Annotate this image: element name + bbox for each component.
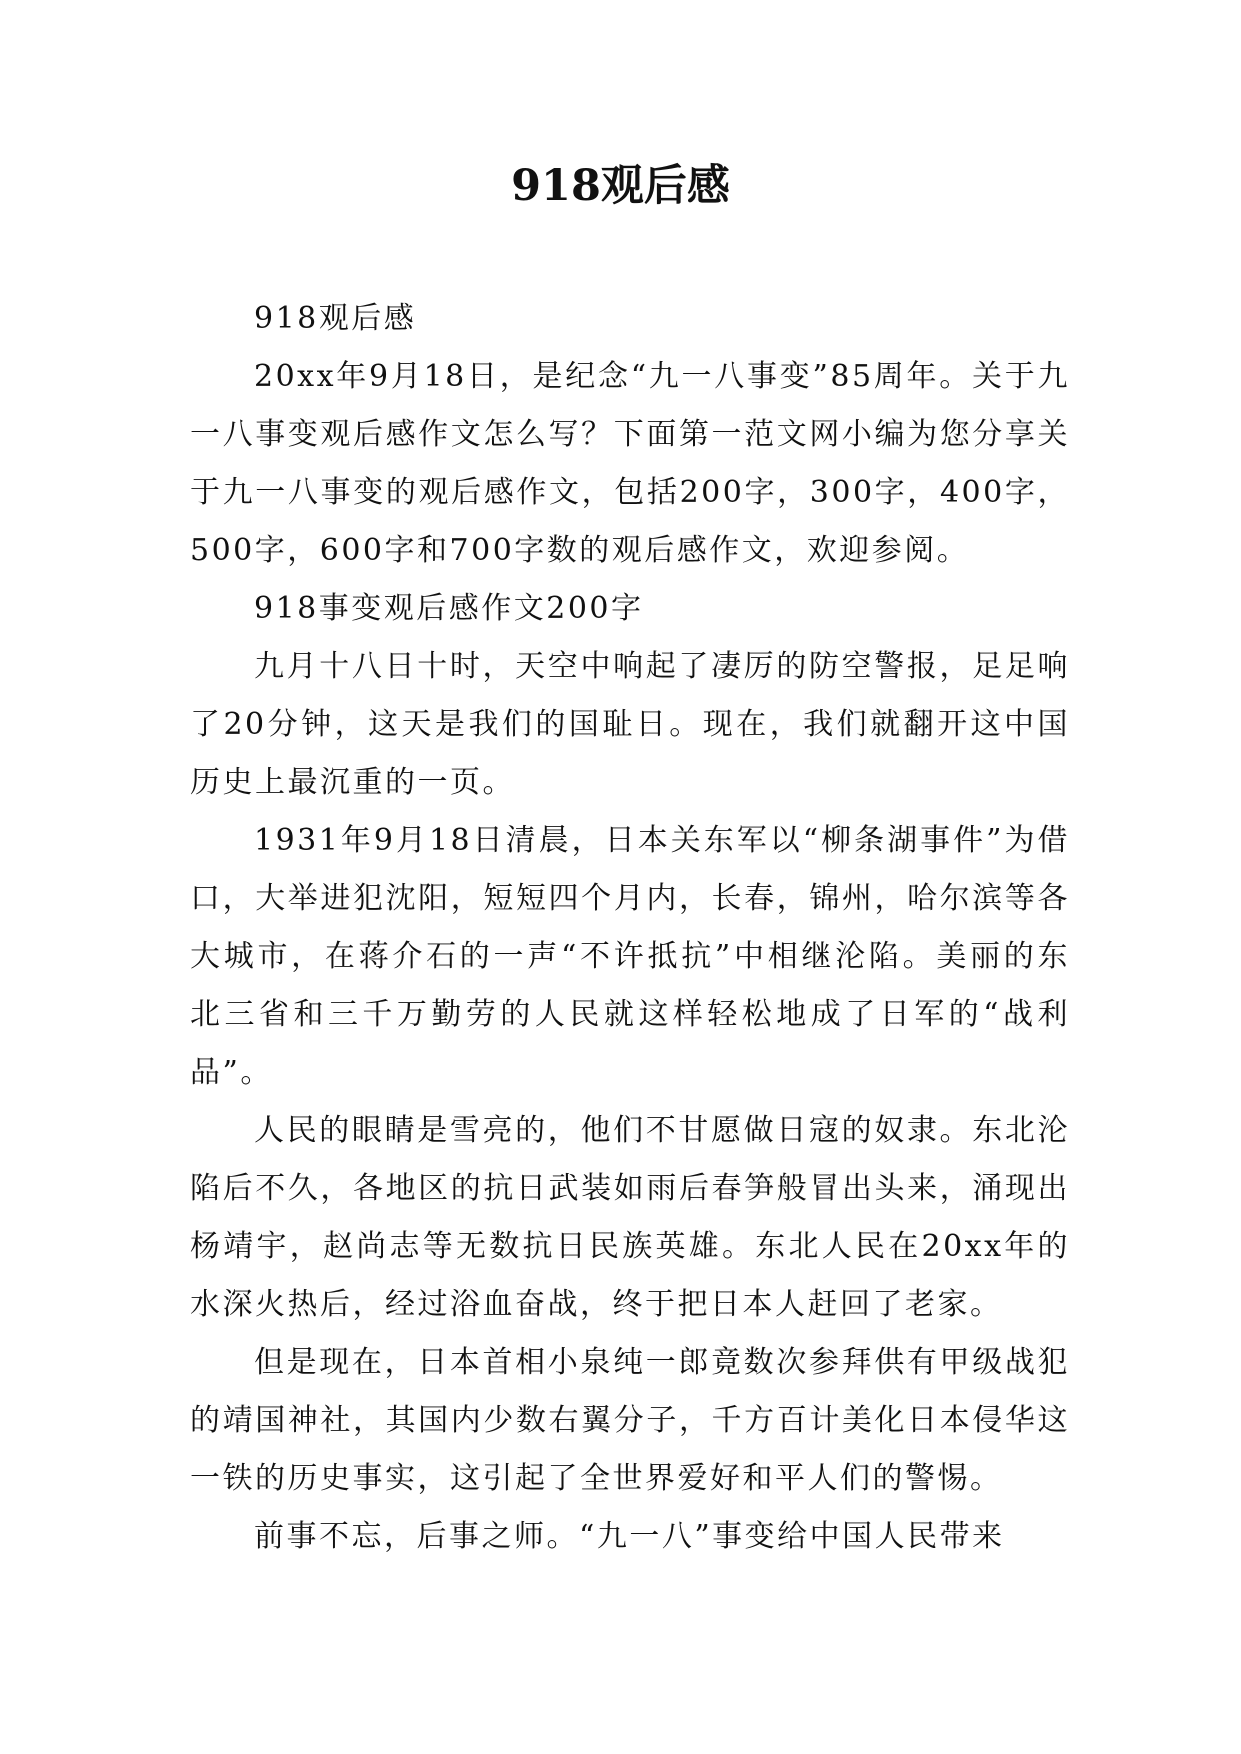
- paragraph-intro: 20xx年9月18日，是纪念“九一八事变”85周年。关于九一八事变观后感作文怎么写？下面第一范文网小编为您分享关于九一八事变的观后感作文，包括200字，300字，400字，500字，600字和700字数的观后感作文，欢迎参阅。: [190, 359, 1070, 568]
- paragraph: 九月十八日十时，天空中响起了凄厉的防空警报，足足响了20分钟，这天是我们的国耻日。现在，我们就翻开这中国历史上最沉重的一页。: [190, 649, 1070, 800]
- paragraph-heading: 918观后感: [254, 301, 417, 336]
- document-title: 918观后感: [511, 161, 730, 211]
- paragraph: 但是现在，日本首相小泉纯一郎竟数次参拜供有甲级战犯的靖国神社，其国内少数右翼分子，千方百计美化日本侵华这一铁的历史事实，这引起了全世界爱好和平人们的警惕。: [190, 1345, 1070, 1496]
- paragraph: 人民的眼睛是雪亮的，他们不甘愿做日寇的奴隶。东北沦陷后不久，各地区的抗日武装如雨后春笋般冒出头来，涌现出杨靖宇，赵尚志等无数抗日民族英雄。东北人民在20xx年的水深火热后，经过浴血奋战，终于把日本人赶回了老家。: [190, 1113, 1070, 1322]
- paragraph-section-heading: 918事变观后感作文200字: [254, 591, 644, 626]
- paragraph: 前事不忘，后事之师。“九一八”事变给中国人民带来: [254, 1519, 1005, 1554]
- paragraph: 1931年9月18日清晨，日本关东军以“柳条湖事件”为借口，大举进犯沈阳，短短四个月内，长春，锦州，哈尔滨等各大城市，在蒋介石的一声“不许抵抗”中相继沦陷。美丽的东北三省和三千万勤劳的人民就这样轻松地成了日军的“战利品”。: [190, 823, 1070, 1090]
- document-body: [190, 290, 1070, 1566]
